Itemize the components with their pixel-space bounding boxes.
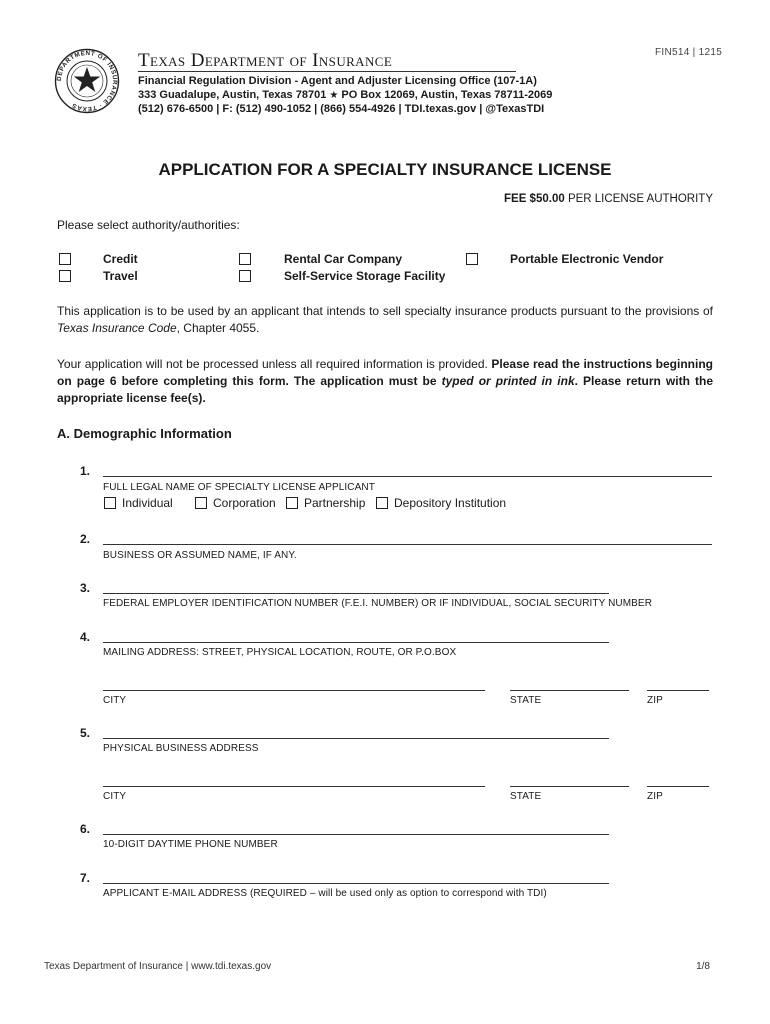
fein-ssn-input[interactable]	[103, 593, 609, 594]
portable-electronic-checkbox[interactable]	[466, 253, 478, 265]
field-number: 5.	[80, 726, 91, 740]
instructions-paragraph: Your application will not be processed unless all required information is provided. Please read the instructions beginning on page 6 before completing this form. The application must be typed or printed in ink. Please return with the appropriate license fee(s).	[57, 357, 714, 405]
field-number: 4.	[80, 630, 91, 644]
tdi-seal-logo	[54, 48, 120, 114]
division-line: Financial Regulation Division - Agent and Adjuster Licensing Office (107-1A)	[138, 75, 537, 87]
fee-line	[504, 193, 713, 205]
agency-name: Texas Department of Insurance	[138, 53, 516, 72]
depository-label: Depository Institution	[394, 496, 507, 510]
legal-name-input[interactable]	[103, 476, 712, 477]
rental-car-checkbox[interactable]	[239, 253, 251, 265]
city-caption: CITY	[103, 791, 127, 802]
intro-paragraph: This application is to be used by an applicant that intends to sell specialty insurance products pursuant to the provisions of Texas Insurance Code, Chapter 4055.	[57, 304, 713, 335]
email-caption: APPLICANT E-MAIL ADDRESS (REQUIRED – will be used only as option to correspond with TDI)	[103, 888, 547, 899]
business-name-input[interactable]	[103, 544, 712, 545]
travel-checkbox[interactable]	[59, 270, 71, 282]
mailing-address-caption: MAILING ADDRESS: STREET, PHYSICAL LOCATION, ROUTE, OR P.O.BOX	[103, 647, 457, 658]
mailing-state-input[interactable]	[510, 690, 629, 691]
mailing-city-input[interactable]	[103, 690, 485, 691]
individual-label: Individual	[122, 496, 173, 510]
depository-checkbox[interactable]	[376, 497, 388, 509]
section-a-title: A. Demographic Information	[57, 426, 232, 441]
authority-select-label: Please select authority/authorities:	[57, 218, 240, 232]
legal-name-caption: FULL LEGAL NAME OF SPECIALTY LICENSE APPLICANT	[103, 482, 375, 493]
physical-address-input[interactable]	[103, 738, 609, 739]
state-caption: STATE	[510, 695, 542, 706]
fein-ssn-caption: FEDERAL EMPLOYER IDENTIFICATION NUMBER (F.E.I. NUMBER) OR IF INDIVIDUAL, SOCIAL SECURITY NUMBER	[103, 598, 653, 609]
field-number: 1.	[80, 464, 91, 478]
star-icon: ★	[329, 90, 339, 101]
address-street: 333 Guadalupe, Austin, Texas 78701	[138, 89, 327, 101]
contact-line: (512) 676-6500 | F: (512) 490-1052 | (866) 554-4926 | TDI.texas.gov | @TexasTDI	[138, 103, 545, 115]
fee-suffix: PER LICENSE AUTHORITY	[567, 193, 713, 205]
footer-agency: Texas Department of Insurance | www.tdi.texas.gov	[44, 961, 272, 972]
field-number: 2.	[80, 532, 91, 546]
credit-label: Credit	[103, 252, 138, 266]
mailing-address-input[interactable]	[103, 642, 609, 643]
business-name-caption: BUSINESS OR ASSUMED NAME, IF ANY.	[103, 550, 297, 561]
physical-zip-input[interactable]	[647, 786, 709, 787]
fee-amount: FEE $50.00	[504, 193, 565, 205]
mailing-zip-input[interactable]	[647, 690, 709, 691]
travel-label: Travel	[103, 269, 138, 283]
seal-text: DEPARTMENT OF INSURANCE · TEXAS	[55, 49, 119, 113]
field-number: 3.	[80, 581, 91, 595]
partnership-label: Partnership	[304, 496, 366, 510]
phone-input[interactable]	[103, 834, 609, 835]
page-title: APPLICATION FOR A SPECIALTY INSURANCE LICENSE	[158, 160, 612, 179]
address-line	[138, 89, 552, 101]
form-id: FIN514 | 1215	[655, 47, 723, 58]
physical-city-input[interactable]	[103, 786, 485, 787]
corporation-label: Corporation	[213, 496, 276, 510]
physical-state-input[interactable]	[510, 786, 629, 787]
individual-checkbox[interactable]	[104, 497, 116, 509]
page-number: 1/8	[696, 961, 710, 972]
field-number: 6.	[80, 822, 91, 836]
address-pobox: PO Box 12069, Austin, Texas 78711-2069	[341, 89, 553, 101]
corporation-checkbox[interactable]	[195, 497, 207, 509]
partnership-checkbox[interactable]	[286, 497, 298, 509]
zip-caption: ZIP	[647, 791, 663, 802]
storage-checkbox[interactable]	[239, 270, 251, 282]
email-input[interactable]	[103, 883, 609, 884]
city-caption: CITY	[103, 695, 127, 706]
field-number: 7.	[80, 871, 91, 885]
portable-electronic-label: Portable Electronic Vendor	[510, 252, 664, 266]
state-caption: STATE	[510, 791, 542, 802]
phone-caption: 10-DIGIT DAYTIME PHONE NUMBER	[103, 839, 278, 850]
storage-label: Self-Service Storage Facility	[284, 269, 446, 283]
rental-car-label: Rental Car Company	[284, 252, 403, 266]
zip-caption: ZIP	[647, 695, 663, 706]
physical-address-caption: PHYSICAL BUSINESS ADDRESS	[103, 743, 259, 754]
credit-checkbox[interactable]	[59, 253, 71, 265]
